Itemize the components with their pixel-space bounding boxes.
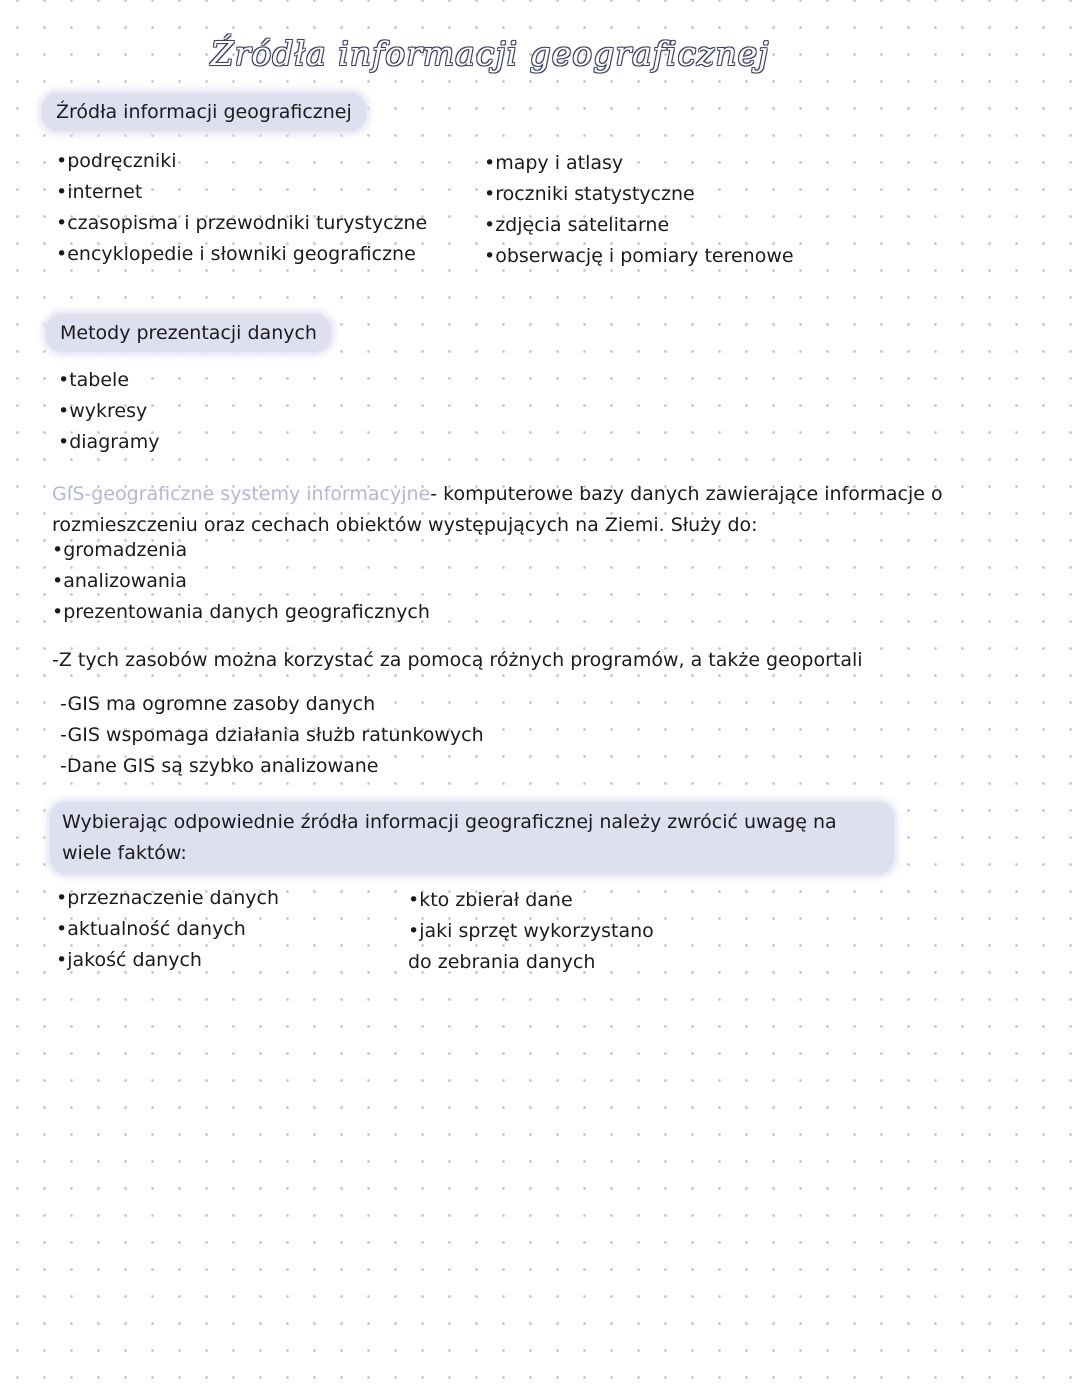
list-item: •przeznaczenie danych (56, 887, 280, 909)
list-item: do zebrania danych (408, 951, 596, 973)
choosing-heading (50, 802, 894, 874)
methods-list (58, 365, 159, 458)
gis-definition-line-1 (52, 479, 943, 510)
choosing-right-list (408, 885, 654, 978)
list-item: •analizowania (52, 570, 187, 592)
choosing-heading-line-1: Wybierając odpowiednie źródła informacji geograficznej należy zwrócić uwagę na (62, 811, 837, 833)
list-item: •zdjęcia satelitarne (484, 214, 670, 236)
list-item: •czasopisma i przewodniki turystyczne (56, 212, 428, 234)
list-item: •internet (56, 181, 143, 203)
gis-definition-text: - komputerowe bazy danych zawierające informacje o (430, 483, 943, 505)
list-item: •prezentowania danych geograficznych (52, 601, 430, 623)
list-item: -Dane GIS są szybko analizowane (60, 755, 379, 777)
list-item: •kto zbierał dane (408, 889, 573, 911)
gis-definition-line-2: rozmieszczeniu oraz cechach obiektów występujących na Ziemi. Służy do: (52, 514, 758, 536)
list-item: •podręczniki (56, 150, 177, 172)
list-item: -GIS ma ogromne zasoby danych (60, 693, 376, 715)
choosing-left-list (56, 883, 279, 976)
gis-term: GIS-geograficzne systemy informacyjne (52, 483, 431, 505)
list-item: •obserwację i pomiary terenowe (484, 245, 794, 267)
page-title: Źródła informacji geograficznej (210, 34, 770, 73)
sources-left-list (56, 146, 427, 270)
list-item: •aktualność danych (56, 918, 246, 940)
methods-heading: Metody prezentacji danych (46, 314, 331, 352)
gis-facts-list (60, 689, 484, 782)
list-item: •jakość danych (56, 949, 202, 971)
sources-heading: Źródła informacji geograficznej (42, 93, 366, 131)
choosing-heading-line-2: wiele faktów: (62, 842, 187, 864)
list-item: •encyklopedie i słowniki geograficzne (56, 243, 416, 265)
list-item: •tabele (58, 369, 130, 391)
gis-note: -Z tych zasobów można korzystać za pomocą różnych programów, a także geoportali (52, 649, 863, 671)
list-item: •mapy i atlasy (484, 152, 624, 174)
list-item: •gromadzenia (52, 539, 188, 561)
gis-uses-list (52, 535, 430, 628)
list-item: -GIS wspomaga działania służb ratunkowych (60, 724, 484, 746)
list-item: •diagramy (58, 431, 160, 453)
list-item: •jaki sprzęt wykorzystano (408, 920, 654, 942)
sources-right-list (484, 148, 794, 272)
list-item: •wykresy (58, 400, 148, 422)
list-item: •roczniki statystyczne (484, 183, 695, 205)
